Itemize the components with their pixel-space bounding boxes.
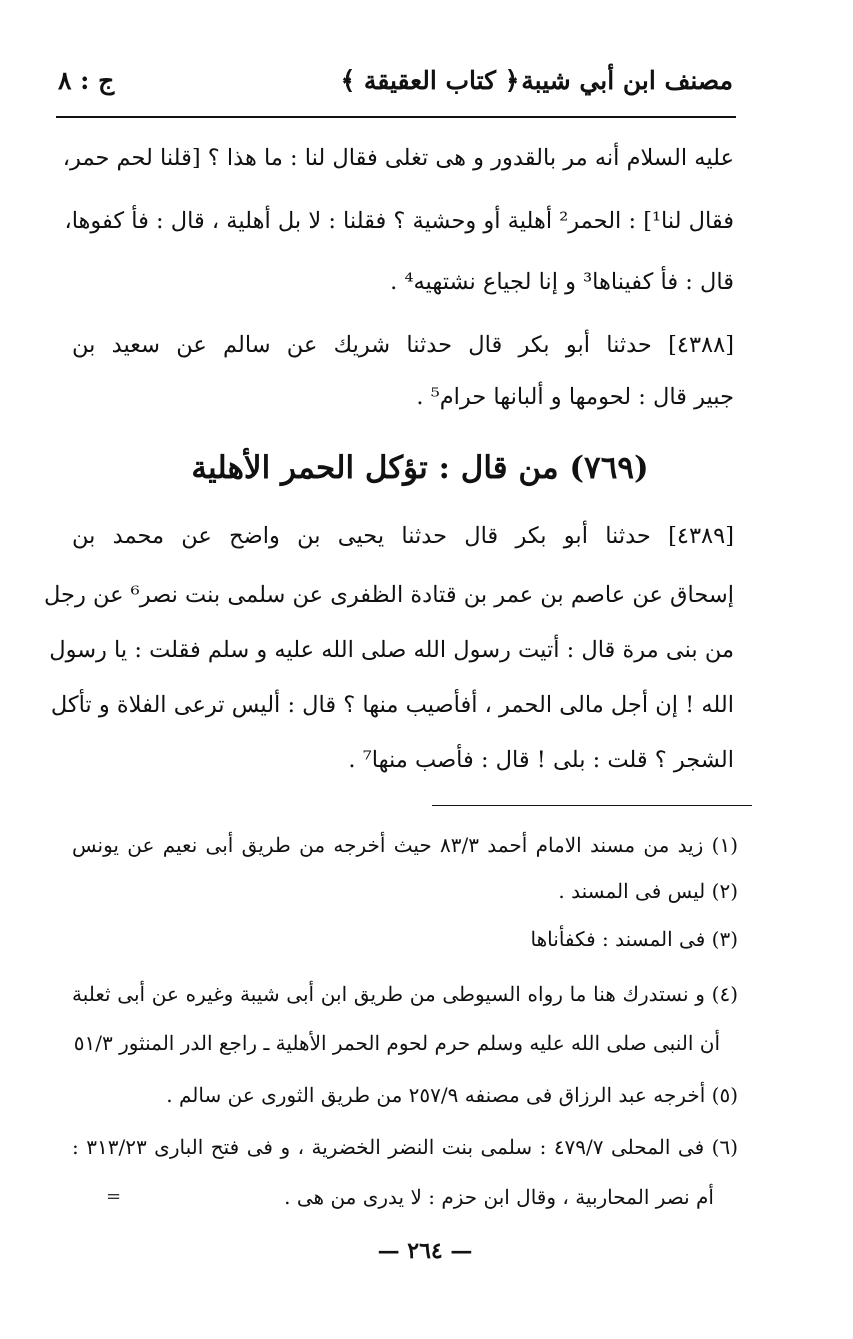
text-line: جبير قال : لحومها و ألبانها حرام⁵ . (416, 384, 734, 410)
margin-mark: = (106, 1186, 122, 1207)
text-line: عليه السلام أنه مر بالقدور و هى تغلى فقال لنا : ما هذا ؟ [قلنا لحم حمر، (62, 145, 734, 171)
footnote: (٦) فى المحلى ٤٧٩/٧ : سلمى بنت النضر الخضرية ، و فى فتح البارى ٣١٣/٢٣ : (72, 1135, 738, 1159)
section-title: ﴿ كتاب العقيقة ﴾ (340, 66, 520, 95)
book-title: مصنف ابن أبي شيبة (521, 66, 733, 95)
text-line: فقال لنا¹] : الحمر² أهلية أو وحشية ؟ فقلنا : لا بل أهلية ، قال : فأ كفوها، (64, 208, 734, 234)
footnote-continuation: أم نصر المحاربية ، وقال ابن حزم : لا يدرى من هى . (284, 1185, 714, 1209)
volume-number: ج : ٨ (58, 66, 115, 95)
text-line: الله ! إن أجل مالى الحمر ، أفأصيب منها ؟ قال : أليس ترعى الفلاة و تأكل (50, 692, 734, 718)
footnote: (٢) ليس فى المسند . (558, 879, 738, 903)
text-line: إسحاق عن عاصم بن عمر بن قتادة الظفرى عن سلمى بنت نصر⁶ عن رجل (44, 582, 734, 608)
text-line: الشجر ؟ قلت : بلى ! قال : فأصب منها⁷ . (348, 747, 734, 773)
chapter-heading: (٧٦٩) من قال : تؤكل الحمر الأهلية (191, 450, 649, 486)
footnote-continuation: أن النبى صلى الله عليه وسلم حرم لحوم الحمر الأهلية ـ راجع الدر المنثور ٥١/٣ (73, 1031, 720, 1055)
footnote: (٥) أخرجه عبد الرزاق فى مصنفه ٢٥٧/٩ من طريق الثورى عن سالم . (166, 1083, 738, 1107)
text-line: [٤٣٨٩] حدثنا أبو بكر قال حدثنا يحيى بن واضح عن محمد بن (72, 523, 734, 549)
page-number: — ٢٦٤ — (377, 1238, 473, 1264)
text-line: [٤٣٨٨] حدثنا أبو بكر قال حدثنا شريك عن سالم عن سعيد بن (72, 332, 734, 358)
footnote-rule (432, 805, 752, 806)
text-line: من بنى مرة قال : أتيت رسول الله صلى الله عليه و سلم فقلت : يا رسول (49, 637, 734, 663)
footnote: (١) زيد من مسند الامام أحمد ٨٣/٣ حيث أخرجه من طريق أبى نعيم عن يونس (72, 833, 738, 857)
header-rule (56, 116, 736, 118)
footnote: (٤) و نستدرك هنا ما رواه السيوطى من طريق ابن أبى شيبة وغيره عن أبى ثعلبة (72, 982, 738, 1006)
footnote: (٣) فى المسند : فكفأناها (530, 927, 738, 951)
text-line: قال : فأ كفيناها³ و إنا لجياع نشتهيه⁴ . (390, 269, 734, 295)
